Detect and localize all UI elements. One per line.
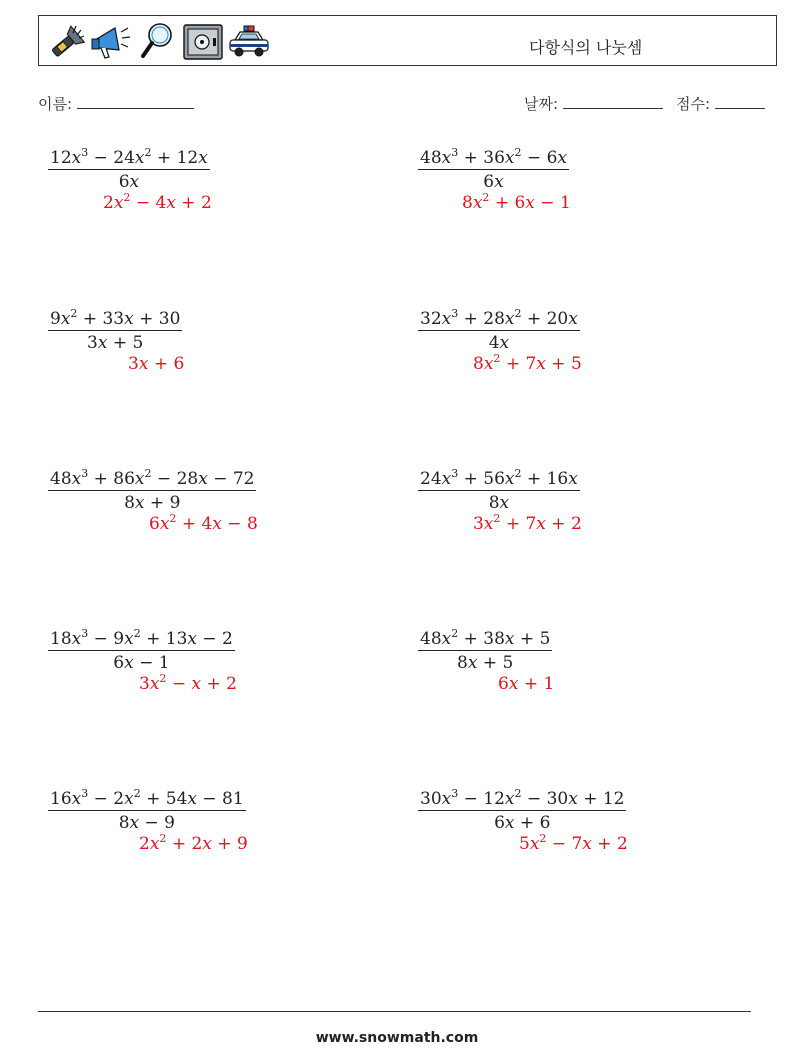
numerator: $18x^3 - 9x^2 + 13x - 2$ [50, 627, 233, 649]
numerator: $48x^3 + 86x^2 - 28x - 72$ [50, 467, 255, 489]
denominator: 4x [488, 333, 510, 353]
name-field[interactable] [38, 93, 194, 114]
numerator: $24x^3 + 56x^2 + 16x$ [420, 467, 578, 489]
fraction-bar [48, 650, 235, 651]
numerator: $48x^3 + 36x^2 - 6x$ [420, 146, 567, 168]
fraction-bar [418, 650, 552, 651]
date-blank[interactable] [563, 94, 663, 109]
answer: $2x^2 - 4x + 2$ [103, 191, 212, 213]
denominator: 6x − 1 [113, 653, 170, 673]
fraction [418, 309, 580, 353]
answer: $8x^2 + 7x + 5$ [473, 352, 582, 374]
numerator: $12x^3 - 24x^2 + 12x$ [50, 146, 208, 168]
numerator: $30x^3 - 12x^2 - 30x + 12$ [420, 787, 625, 809]
header-box [38, 15, 777, 66]
denominator: 8x − 9 [118, 813, 175, 833]
answer: 6x + 1 [498, 674, 555, 694]
header-icons [43, 20, 271, 62]
fraction-bar [418, 330, 580, 331]
fraction-bar [48, 490, 256, 491]
numerator: $48x^2 + 38x + 5$ [420, 627, 551, 649]
name-label: 이름: [38, 95, 73, 113]
fraction-bar [48, 169, 210, 170]
answer: $5x^2 - 7x + 2$ [519, 832, 628, 854]
numerator: $16x^3 - 2x^2 + 54x - 81$ [50, 787, 244, 809]
footer-divider [38, 1011, 751, 1012]
numerator: $32x^3 + 28x^2 + 20x$ [420, 307, 578, 329]
denominator: 6x [483, 172, 504, 192]
fraction-bar [48, 330, 182, 331]
fraction [418, 629, 552, 673]
denominator: 8x [488, 493, 510, 513]
fraction-bar [418, 490, 580, 491]
flashlight-icon [43, 20, 87, 62]
denominator: 6x + 6 [494, 813, 551, 833]
numerator: $9x^2 + 33x + 30$ [50, 307, 181, 329]
police-car-icon [227, 20, 271, 62]
worksheet-title: 다항식의 나눗셈 [529, 38, 643, 57]
fraction [48, 469, 256, 513]
answer: $6x^2 + 4x - 8$ [149, 512, 258, 534]
answer: $3x^2 + 7x + 2$ [473, 512, 582, 534]
fraction [418, 469, 580, 513]
answer: $3x^2 - x + 2$ [139, 672, 237, 694]
fraction [48, 789, 246, 833]
fraction [418, 148, 569, 192]
fraction-bar [418, 169, 569, 170]
date-label: 날짜: [524, 95, 559, 113]
fraction-bar [48, 810, 246, 811]
denominator: 6x [118, 172, 140, 192]
denominator: 8x + 9 [124, 493, 181, 513]
date-field[interactable] [524, 93, 663, 114]
score-label: 점수: [676, 95, 711, 113]
denominator: 3x + 5 [87, 333, 144, 353]
footer-url: www.snowmath.com [315, 1030, 479, 1046]
megaphone-icon [89, 20, 133, 62]
fraction-bar [418, 810, 626, 811]
fraction [48, 629, 235, 673]
score-blank[interactable] [715, 94, 765, 109]
magnifier-icon [135, 20, 179, 62]
fraction [48, 309, 182, 353]
name-blank[interactable] [77, 94, 194, 109]
answer: 3x + 6 [128, 354, 185, 374]
fraction [48, 148, 210, 192]
answer: $8x^2 + 6x - 1$ [462, 191, 571, 213]
denominator: 8x + 5 [457, 653, 514, 673]
answer: $2x^2 + 2x + 9$ [139, 832, 248, 854]
fraction [418, 789, 626, 833]
safe-icon [181, 20, 225, 62]
score-field[interactable] [676, 93, 765, 114]
